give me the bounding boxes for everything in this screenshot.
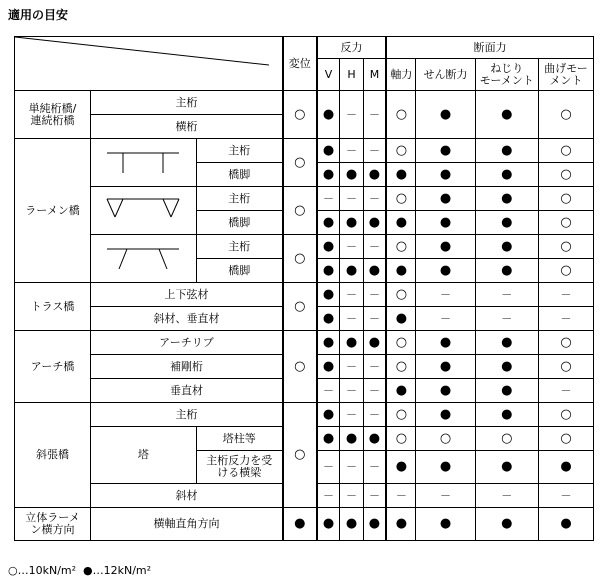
table-row bbox=[15, 283, 594, 307]
cell: ● bbox=[416, 403, 475, 427]
cell: ● bbox=[363, 259, 386, 283]
cell-henni: ○ bbox=[283, 403, 317, 508]
table-row bbox=[15, 91, 594, 115]
group-tanjun bbox=[15, 91, 91, 139]
cell: ● bbox=[475, 259, 538, 283]
cell: ○ bbox=[386, 283, 416, 307]
cell-henni: ● bbox=[283, 508, 317, 541]
page-title: 適用の目安 bbox=[8, 8, 69, 22]
cell: ○ bbox=[538, 427, 593, 451]
shugeta-hanryoku-line-1: 主桁反力を受 bbox=[206, 454, 273, 467]
cell: ○ bbox=[538, 355, 593, 379]
cell: ● bbox=[416, 235, 475, 259]
header-sendanryoku: せん断力 bbox=[416, 59, 475, 91]
cell: ● bbox=[475, 379, 538, 403]
cell: － bbox=[386, 484, 416, 508]
header-hanryoku: 反力 bbox=[317, 37, 387, 59]
cell: ○ bbox=[386, 331, 416, 355]
table-row bbox=[15, 187, 594, 211]
cell: ● bbox=[416, 355, 475, 379]
cell: － bbox=[416, 283, 475, 307]
nejiri-line-2: モーメント bbox=[479, 73, 534, 87]
cell: － bbox=[416, 484, 475, 508]
row-label: 垂直材 bbox=[91, 379, 283, 403]
rittai-line-2: ン横方向 bbox=[30, 523, 75, 536]
cell: － bbox=[363, 403, 386, 427]
header-row-1 bbox=[15, 37, 594, 59]
cell: ● bbox=[317, 211, 340, 235]
table-row bbox=[15, 235, 594, 259]
table-row bbox=[15, 508, 594, 541]
cell: － bbox=[363, 355, 386, 379]
cell-henni: ○ bbox=[283, 331, 317, 403]
group-tanjun-line-1: 単純桁橋/ bbox=[28, 101, 77, 115]
cell: ● bbox=[475, 403, 538, 427]
group-tanjun-line-2: 連続桁橋 bbox=[30, 113, 75, 127]
frame-v-icon bbox=[91, 187, 197, 235]
cell: ● bbox=[416, 259, 475, 283]
cell: ● bbox=[416, 163, 475, 187]
cell: ● bbox=[363, 427, 386, 451]
cell: ● bbox=[416, 211, 475, 235]
cell: ● bbox=[475, 331, 538, 355]
group-rittai bbox=[15, 508, 91, 541]
cell: － bbox=[538, 379, 593, 403]
cell: － bbox=[538, 484, 593, 508]
row-label: アーチリブ bbox=[91, 331, 283, 355]
cell-henni: ○ bbox=[283, 139, 317, 187]
cell: ○ bbox=[538, 163, 593, 187]
cell-henni: ○ bbox=[283, 91, 317, 139]
cell: － bbox=[340, 355, 363, 379]
legend bbox=[8, 564, 151, 577]
header-mage bbox=[538, 59, 593, 91]
cell: － bbox=[363, 307, 386, 331]
cell: ○ bbox=[416, 427, 475, 451]
row-label: 主桁 bbox=[196, 187, 283, 211]
cell: ● bbox=[317, 235, 340, 259]
shugeta-hanryoku-line-2: ける横梁 bbox=[217, 466, 262, 479]
cell: ○ bbox=[386, 403, 416, 427]
group-arch: アーチ橋 bbox=[15, 331, 91, 403]
header-henni: 変位 bbox=[283, 37, 317, 91]
cell: ○ bbox=[538, 187, 593, 211]
cell: ○ bbox=[386, 91, 416, 139]
cell: ● bbox=[386, 259, 416, 283]
cell: － bbox=[363, 379, 386, 403]
cell: － bbox=[340, 91, 363, 139]
cell: ● bbox=[475, 451, 538, 484]
cell: ● bbox=[475, 235, 538, 259]
cell: ● bbox=[317, 91, 340, 139]
cell: ● bbox=[475, 91, 538, 139]
cell: ● bbox=[538, 508, 593, 541]
cell: － bbox=[340, 379, 363, 403]
row-label: 斜材 bbox=[91, 484, 283, 508]
cell: ● bbox=[475, 139, 538, 163]
cell: － bbox=[475, 484, 538, 508]
cell: ● bbox=[340, 427, 363, 451]
table-row bbox=[15, 139, 594, 163]
cell: ○ bbox=[386, 427, 416, 451]
header-v: V bbox=[317, 59, 340, 91]
cell: － bbox=[340, 283, 363, 307]
cell: ● bbox=[317, 307, 340, 331]
cell: － bbox=[475, 283, 538, 307]
cell: ● bbox=[317, 139, 340, 163]
cell: ● bbox=[317, 259, 340, 283]
group-shachou: 斜張橋 bbox=[15, 403, 91, 508]
cell: ● bbox=[340, 508, 363, 541]
cell: ○ bbox=[386, 235, 416, 259]
cell: ● bbox=[317, 331, 340, 355]
cell: ● bbox=[340, 259, 363, 283]
cell: ● bbox=[475, 211, 538, 235]
cell: ● bbox=[317, 163, 340, 187]
cell: ● bbox=[386, 163, 416, 187]
group-rahmen: ラーメン橋 bbox=[15, 139, 91, 283]
header-jikuryoku: 軸力 bbox=[386, 59, 416, 91]
table-row bbox=[15, 331, 594, 355]
cell: － bbox=[340, 307, 363, 331]
cell: ● bbox=[386, 307, 416, 331]
cell: ○ bbox=[538, 91, 593, 139]
cell: ○ bbox=[386, 187, 416, 211]
cell-henni: ○ bbox=[283, 187, 317, 235]
header-m: M bbox=[363, 59, 386, 91]
legend-open: ○…10kN/m² bbox=[8, 564, 77, 577]
diagonal-line bbox=[15, 37, 269, 91]
cell: － bbox=[317, 379, 340, 403]
cell: ● bbox=[386, 211, 416, 235]
cell: － bbox=[538, 307, 593, 331]
cell: ● bbox=[416, 508, 475, 541]
cell: ○ bbox=[538, 211, 593, 235]
cell: ○ bbox=[538, 235, 593, 259]
row-label: 横桁 bbox=[91, 115, 283, 139]
cell: － bbox=[317, 484, 340, 508]
frame-slant-icon bbox=[91, 235, 197, 283]
cell: ● bbox=[317, 403, 340, 427]
application-table bbox=[14, 36, 594, 541]
cell: － bbox=[363, 235, 386, 259]
cell-henni: ○ bbox=[283, 235, 317, 283]
cell: ○ bbox=[386, 139, 416, 163]
cell: － bbox=[363, 484, 386, 508]
rittai-line-1: 立体ラーメ bbox=[25, 511, 80, 524]
cell: － bbox=[340, 139, 363, 163]
cell: ● bbox=[416, 91, 475, 139]
cell: ● bbox=[416, 451, 475, 484]
cell: － bbox=[340, 403, 363, 427]
cell: ● bbox=[475, 355, 538, 379]
cell: ● bbox=[317, 283, 340, 307]
cell: ● bbox=[317, 355, 340, 379]
cell: － bbox=[317, 187, 340, 211]
nejiri-line-1: ねじり bbox=[490, 61, 524, 75]
cell: ● bbox=[340, 211, 363, 235]
cell: ● bbox=[416, 187, 475, 211]
header-danmenryoku: 断面力 bbox=[386, 37, 593, 59]
cell: － bbox=[363, 91, 386, 139]
cell: － bbox=[416, 307, 475, 331]
header-h: H bbox=[340, 59, 363, 91]
cell: ○ bbox=[386, 355, 416, 379]
cell: ● bbox=[475, 163, 538, 187]
cell: ● bbox=[386, 379, 416, 403]
table-row bbox=[15, 403, 594, 427]
cell: ● bbox=[475, 187, 538, 211]
row-label: 主桁 bbox=[91, 91, 283, 115]
cell: － bbox=[340, 484, 363, 508]
cell: ● bbox=[416, 139, 475, 163]
cell-henni: ○ bbox=[283, 283, 317, 331]
row-label: 塔柱等 bbox=[196, 427, 283, 451]
mage-line-2: メント bbox=[549, 73, 583, 87]
cell: － bbox=[340, 235, 363, 259]
cell: ○ bbox=[538, 259, 593, 283]
cell: － bbox=[317, 451, 340, 484]
cell: ● bbox=[317, 427, 340, 451]
header-nejiri bbox=[475, 59, 538, 91]
cell: ● bbox=[363, 211, 386, 235]
mage-line-1: 曲げモー bbox=[544, 61, 588, 75]
cell: － bbox=[363, 139, 386, 163]
cell: ○ bbox=[475, 427, 538, 451]
cell: ● bbox=[363, 508, 386, 541]
cell: ● bbox=[363, 331, 386, 355]
row-label: 主桁 bbox=[196, 139, 283, 163]
cell: － bbox=[363, 283, 386, 307]
row-label bbox=[196, 451, 283, 484]
cell: ● bbox=[416, 331, 475, 355]
cell: ● bbox=[475, 508, 538, 541]
group-truss: トラス橋 bbox=[15, 283, 91, 331]
cell: ● bbox=[340, 331, 363, 355]
cell: － bbox=[340, 187, 363, 211]
row-label: 横軸直角方向 bbox=[91, 508, 283, 541]
cell: ○ bbox=[538, 331, 593, 355]
cell: ● bbox=[386, 451, 416, 484]
cell: ● bbox=[416, 379, 475, 403]
cell: － bbox=[363, 451, 386, 484]
cell: － bbox=[340, 451, 363, 484]
cell: ● bbox=[340, 163, 363, 187]
cell: ● bbox=[538, 451, 593, 484]
row-label: 橋脚 bbox=[196, 211, 283, 235]
header-corner bbox=[15, 37, 283, 91]
cell: － bbox=[475, 307, 538, 331]
legend-filled: ●…12kN/m² bbox=[83, 564, 152, 577]
cell: ● bbox=[317, 508, 340, 541]
row-label: 上下弦材 bbox=[91, 283, 283, 307]
frame-t-icon bbox=[91, 139, 197, 187]
cell: ○ bbox=[538, 403, 593, 427]
row-label: 補剛桁 bbox=[91, 355, 283, 379]
row-label: 橋脚 bbox=[196, 259, 283, 283]
cell: － bbox=[538, 283, 593, 307]
row-label: 斜材、垂直材 bbox=[91, 307, 283, 331]
row-label: 主桁 bbox=[91, 403, 283, 427]
row-label: 主桁 bbox=[196, 235, 283, 259]
cell: ● bbox=[363, 163, 386, 187]
cell: － bbox=[363, 187, 386, 211]
cell: ○ bbox=[538, 139, 593, 163]
cell: ● bbox=[386, 508, 416, 541]
row-label: 橋脚 bbox=[196, 163, 283, 187]
group-tou: 塔 bbox=[91, 427, 197, 484]
